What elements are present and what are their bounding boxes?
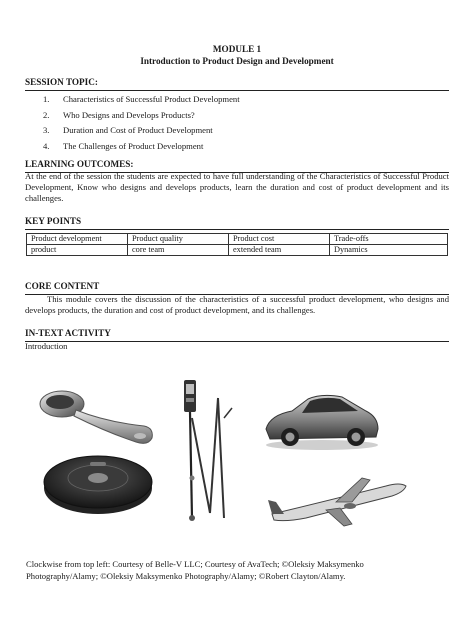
in-text-activity-heading: IN-TEXT ACTIVITY: [25, 328, 449, 342]
table-cell: extended team: [229, 245, 330, 256]
table-row: [27, 234, 448, 245]
session-topic-heading: SESSION TOPIC:: [25, 77, 449, 91]
table-cell: Trade-offs: [330, 234, 448, 245]
spoon-scoop-image: [36, 386, 158, 450]
image-caption-line-2: Photography/Alamy; ©Oleksiy Maksymenko Photography/Alamy; ©Robert Clayton/Alamy.: [26, 571, 346, 581]
image-caption-line-1: Clockwise from top left: Courtesy of Belle-V LLC; Courtesy of AvaTech; ©Oleksiy Maksymenko: [26, 559, 364, 569]
table-row: [27, 245, 448, 256]
table-cell: Product quality: [128, 234, 229, 245]
table-cell: Product cost: [229, 234, 330, 245]
jet-airplane-image: [266, 472, 410, 528]
list-item: 1. Characteristics of Successful Product Development: [43, 94, 240, 104]
avalanche-probe-image: [180, 378, 240, 528]
list-item: 2. Who Designs and Develops Products?: [43, 109, 195, 120]
table-cell: Dynamics: [330, 245, 448, 256]
learning-outcomes-text: At the end of the session the students are expected to have full understanding of the Characteristics of Successful Product Development, Know who designs and develops products, learn the duration and cost of product development and its challenges.: [25, 171, 449, 204]
table-cell: Product development: [27, 234, 128, 245]
key-points-heading: KEY POINTS: [25, 216, 449, 230]
learning-outcomes-heading: LEARNING OUTCOMES:: [25, 159, 449, 173]
robot-vacuum-image: [42, 448, 154, 516]
core-content-heading: CORE CONTENT: [25, 281, 449, 295]
list-item: 3. Duration and Cost of Product Development: [43, 125, 213, 135]
introduction-label: Introduction: [25, 341, 68, 351]
key-points-table: [26, 233, 448, 256]
module-title: MODULE 1: [212, 44, 262, 54]
list-item: 4. The Challenges of Product Development: [43, 140, 204, 151]
table-cell: core team: [128, 245, 229, 256]
session-topic-list: [43, 94, 240, 156]
table-cell: product: [27, 245, 128, 256]
module-subtitle: Introduction to Product Design and Development: [140, 56, 334, 66]
tesla-car-image: [262, 389, 382, 453]
core-content-text: This module covers the discussion of the characteristics of a successful product development, who designs and develops products, the duration and cost of product development, and its challenges.: [25, 294, 449, 316]
